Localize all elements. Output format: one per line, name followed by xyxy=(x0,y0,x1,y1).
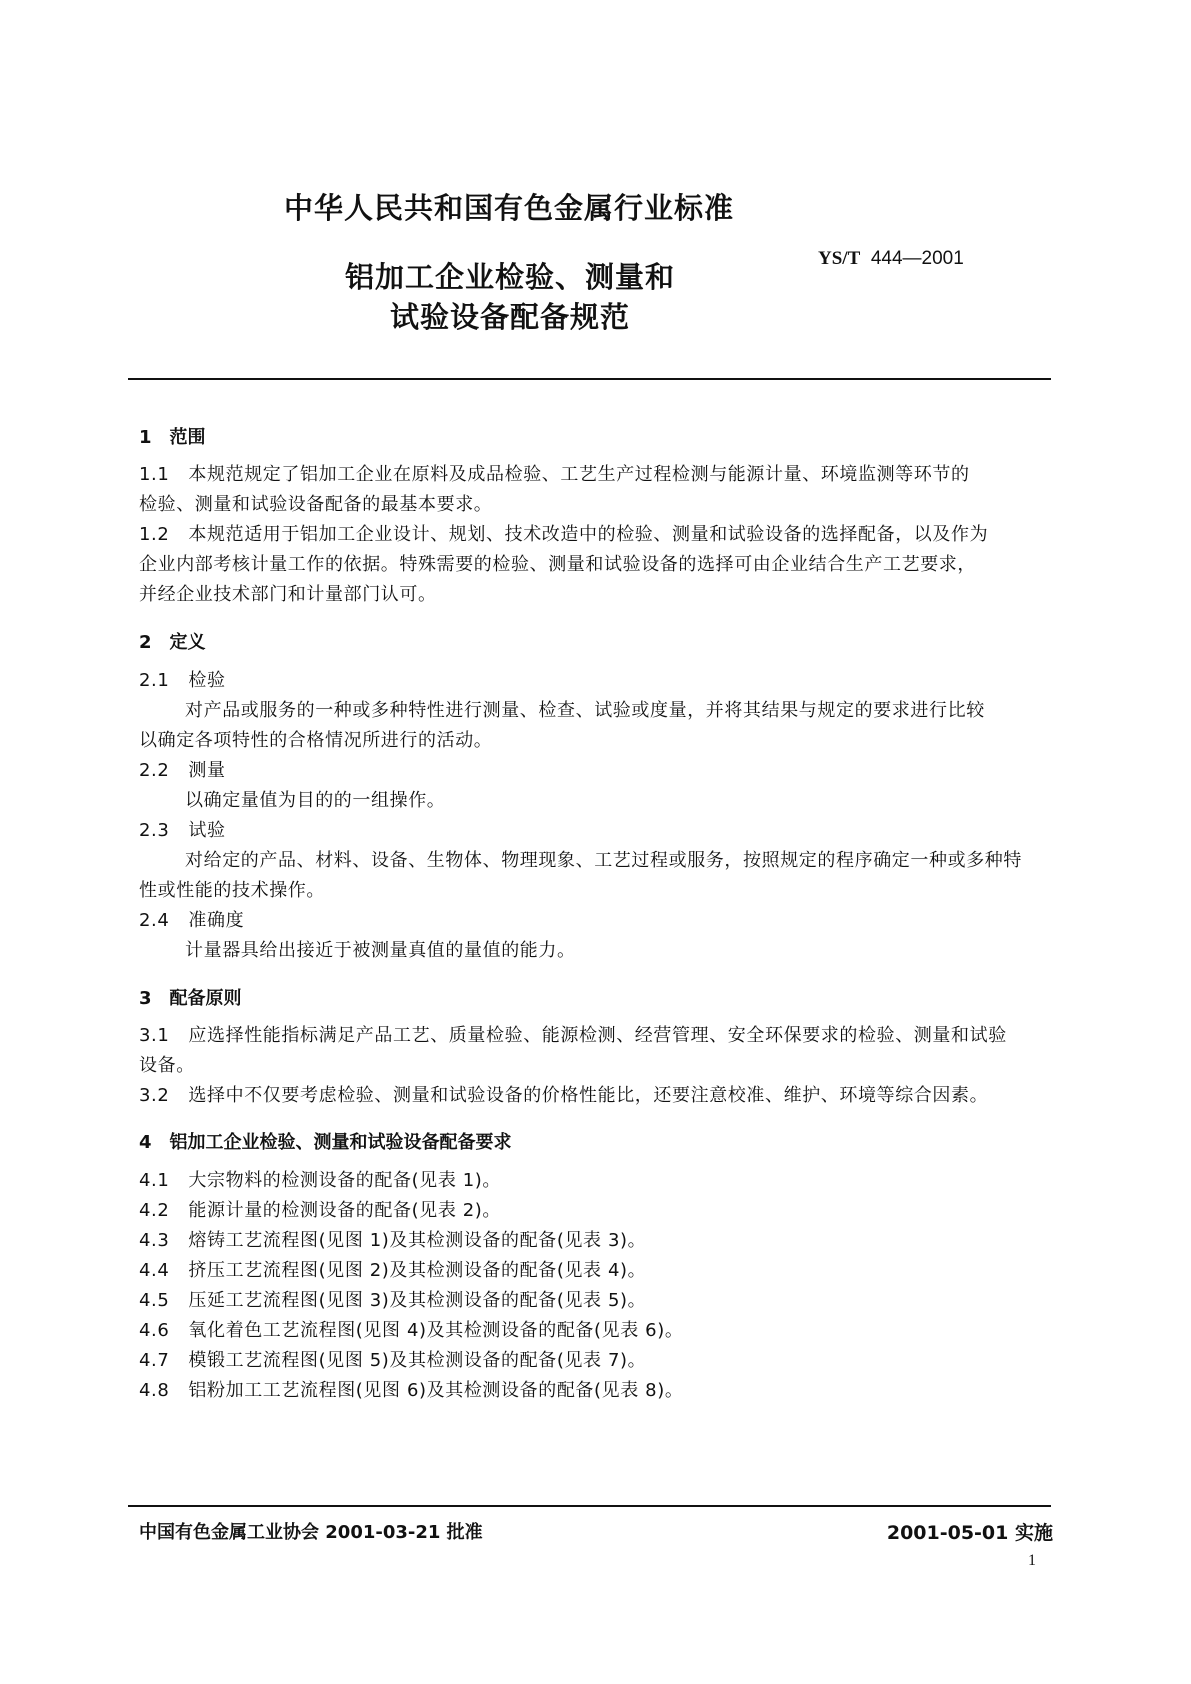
section-1-1-line-2: 检验、测量和试验设备配备的最基本要求。 xyxy=(139,494,493,515)
section-1-1-line-1 xyxy=(139,460,970,490)
section-4-heading: 4 铝加工企业检验、测量和试验设备配备要求 xyxy=(139,1132,512,1153)
clause-number: 4.5 xyxy=(139,1290,170,1311)
clause-number: 4.1 xyxy=(139,1170,170,1191)
clause-number: 3.2 xyxy=(139,1085,170,1106)
clause-number: 3.1 xyxy=(139,1025,170,1046)
document-title-line-1: 铝加工企业检验、测量和 xyxy=(344,260,675,294)
effective-date: 2001-05-01 实施 xyxy=(886,1522,1053,1544)
clause-number: 2.4 xyxy=(139,910,170,931)
clause-text: 压延工艺流程图(见图 3)及其检测设备的配备(见表 5)。 xyxy=(188,1290,647,1311)
clause-text: 选择中不仅要考虑检验、测量和试验设备的价格性能比，还要注意校准、维护、环境等综合因素。 xyxy=(188,1085,989,1106)
section-1-2-line-1 xyxy=(139,520,988,550)
header-divider xyxy=(128,378,1051,380)
term: 准确度 xyxy=(188,910,245,931)
term: 测量 xyxy=(188,760,226,781)
list-item xyxy=(139,1256,646,1286)
clause-text: 氧化着色工艺流程图(见图 4)及其检测设备的配备(见表 6)。 xyxy=(188,1320,684,1341)
clause-number: 1.2 xyxy=(139,524,170,545)
definition-2-4-term xyxy=(139,906,244,936)
standard-code-prefix: YS/T xyxy=(818,248,861,269)
standard-code-number: 444—2001 xyxy=(870,248,964,269)
list-item xyxy=(139,1166,501,1196)
clause-text: 应选择性能指标满足产品工艺、质量检验、能源检测、经营管理、安全环保要求的检验、测量和试验 xyxy=(188,1025,1007,1046)
list-item xyxy=(139,1316,683,1346)
section-1-heading: 1 范围 xyxy=(139,427,206,448)
section-3-1-line-1 xyxy=(139,1021,1007,1051)
clause-number: 4.4 xyxy=(139,1260,170,1281)
term: 检验 xyxy=(188,670,226,691)
document-title-line-2: 试验设备配备规范 xyxy=(389,300,630,334)
clause-number: 1.1 xyxy=(139,464,170,485)
page-number: 1 xyxy=(1028,1552,1036,1569)
clause-text: 本规范规定了铝加工企业在原料及成品检验、工艺生产过程检测与能源计量、环境监测等环节的 xyxy=(188,464,970,485)
definition-2-2-term xyxy=(139,756,226,786)
list-item xyxy=(139,1346,646,1376)
definition-2-1-term xyxy=(139,666,226,696)
definition-2-4-line-1: 计量器具给出接近于被测量真值的量值的能力。 xyxy=(185,940,576,961)
list-item xyxy=(139,1286,646,1316)
term: 试验 xyxy=(188,820,226,841)
clause-number: 4.8 xyxy=(139,1380,170,1401)
section-1-2-line-3: 并经企业技术部门和计量部门认可。 xyxy=(139,584,437,605)
section-2-heading: 2 定义 xyxy=(139,632,206,653)
clause-number: 2.1 xyxy=(139,670,170,691)
standard-title: 中华人民共和国有色金属行业标准 xyxy=(284,191,735,225)
definition-2-1-line-2: 以确定各项特性的合格情况所进行的活动。 xyxy=(139,730,493,751)
section-1-2-line-2: 企业内部考核计量工作的依据。特殊需要的检验、测量和试验设备的选择可由企业结合生产工艺要求， xyxy=(139,554,976,575)
clause-number: 4.7 xyxy=(139,1350,170,1371)
footer-divider xyxy=(128,1505,1051,1507)
section-3-2-line-1 xyxy=(139,1081,988,1111)
clause-number: 4.2 xyxy=(139,1200,170,1221)
clause-text: 挤压工艺流程图(见图 2)及其检测设备的配备(见表 4)。 xyxy=(188,1260,647,1281)
definition-2-2-line-1: 以确定量值为目的的一组操作。 xyxy=(185,790,446,811)
section-3-heading: 3 配备原则 xyxy=(139,988,242,1009)
definition-2-1-line-1: 对产品或服务的一种或多种特性进行测量、检查、试验或度量，并将其结果与规定的要求进行比较 xyxy=(185,700,985,721)
clause-number: 4.6 xyxy=(139,1320,170,1341)
section-3-1-line-2: 设备。 xyxy=(139,1055,195,1076)
list-item xyxy=(139,1196,501,1226)
definition-2-3-line-1: 对给定的产品、材料、设备、生物体、物理现象、工艺过程或服务，按照规定的程序确定一种或多种特 xyxy=(185,850,1022,871)
list-item xyxy=(139,1226,646,1256)
clause-text: 能源计量的检测设备的配备(见表 2)。 xyxy=(188,1200,502,1221)
clause-text: 熔铸工艺流程图(见图 1)及其检测设备的配备(见表 3)。 xyxy=(188,1230,647,1251)
clause-number: 4.3 xyxy=(139,1230,170,1251)
clause-text: 大宗物料的检测设备的配备(见表 1)。 xyxy=(188,1170,502,1191)
clause-text: 铝粉加工工艺流程图(见图 6)及其检测设备的配备(见表 8)。 xyxy=(188,1380,684,1401)
approval-statement: 中国有色金属工业协会 2001-03-21 批准 xyxy=(139,1522,483,1543)
definition-2-3-term xyxy=(139,816,226,846)
clause-text: 本规范适用于铝加工企业设计、规划、技术改造中的检验、测量和试验设备的选择配备，以及作为 xyxy=(188,524,989,545)
clause-text: 模锻工艺流程图(见图 5)及其检测设备的配备(见表 7)。 xyxy=(188,1350,647,1371)
list-item xyxy=(139,1376,683,1406)
definition-2-3-line-2: 性或性能的技术操作。 xyxy=(139,880,325,901)
clause-number: 2.2 xyxy=(139,760,170,781)
clause-number: 2.3 xyxy=(139,820,170,841)
